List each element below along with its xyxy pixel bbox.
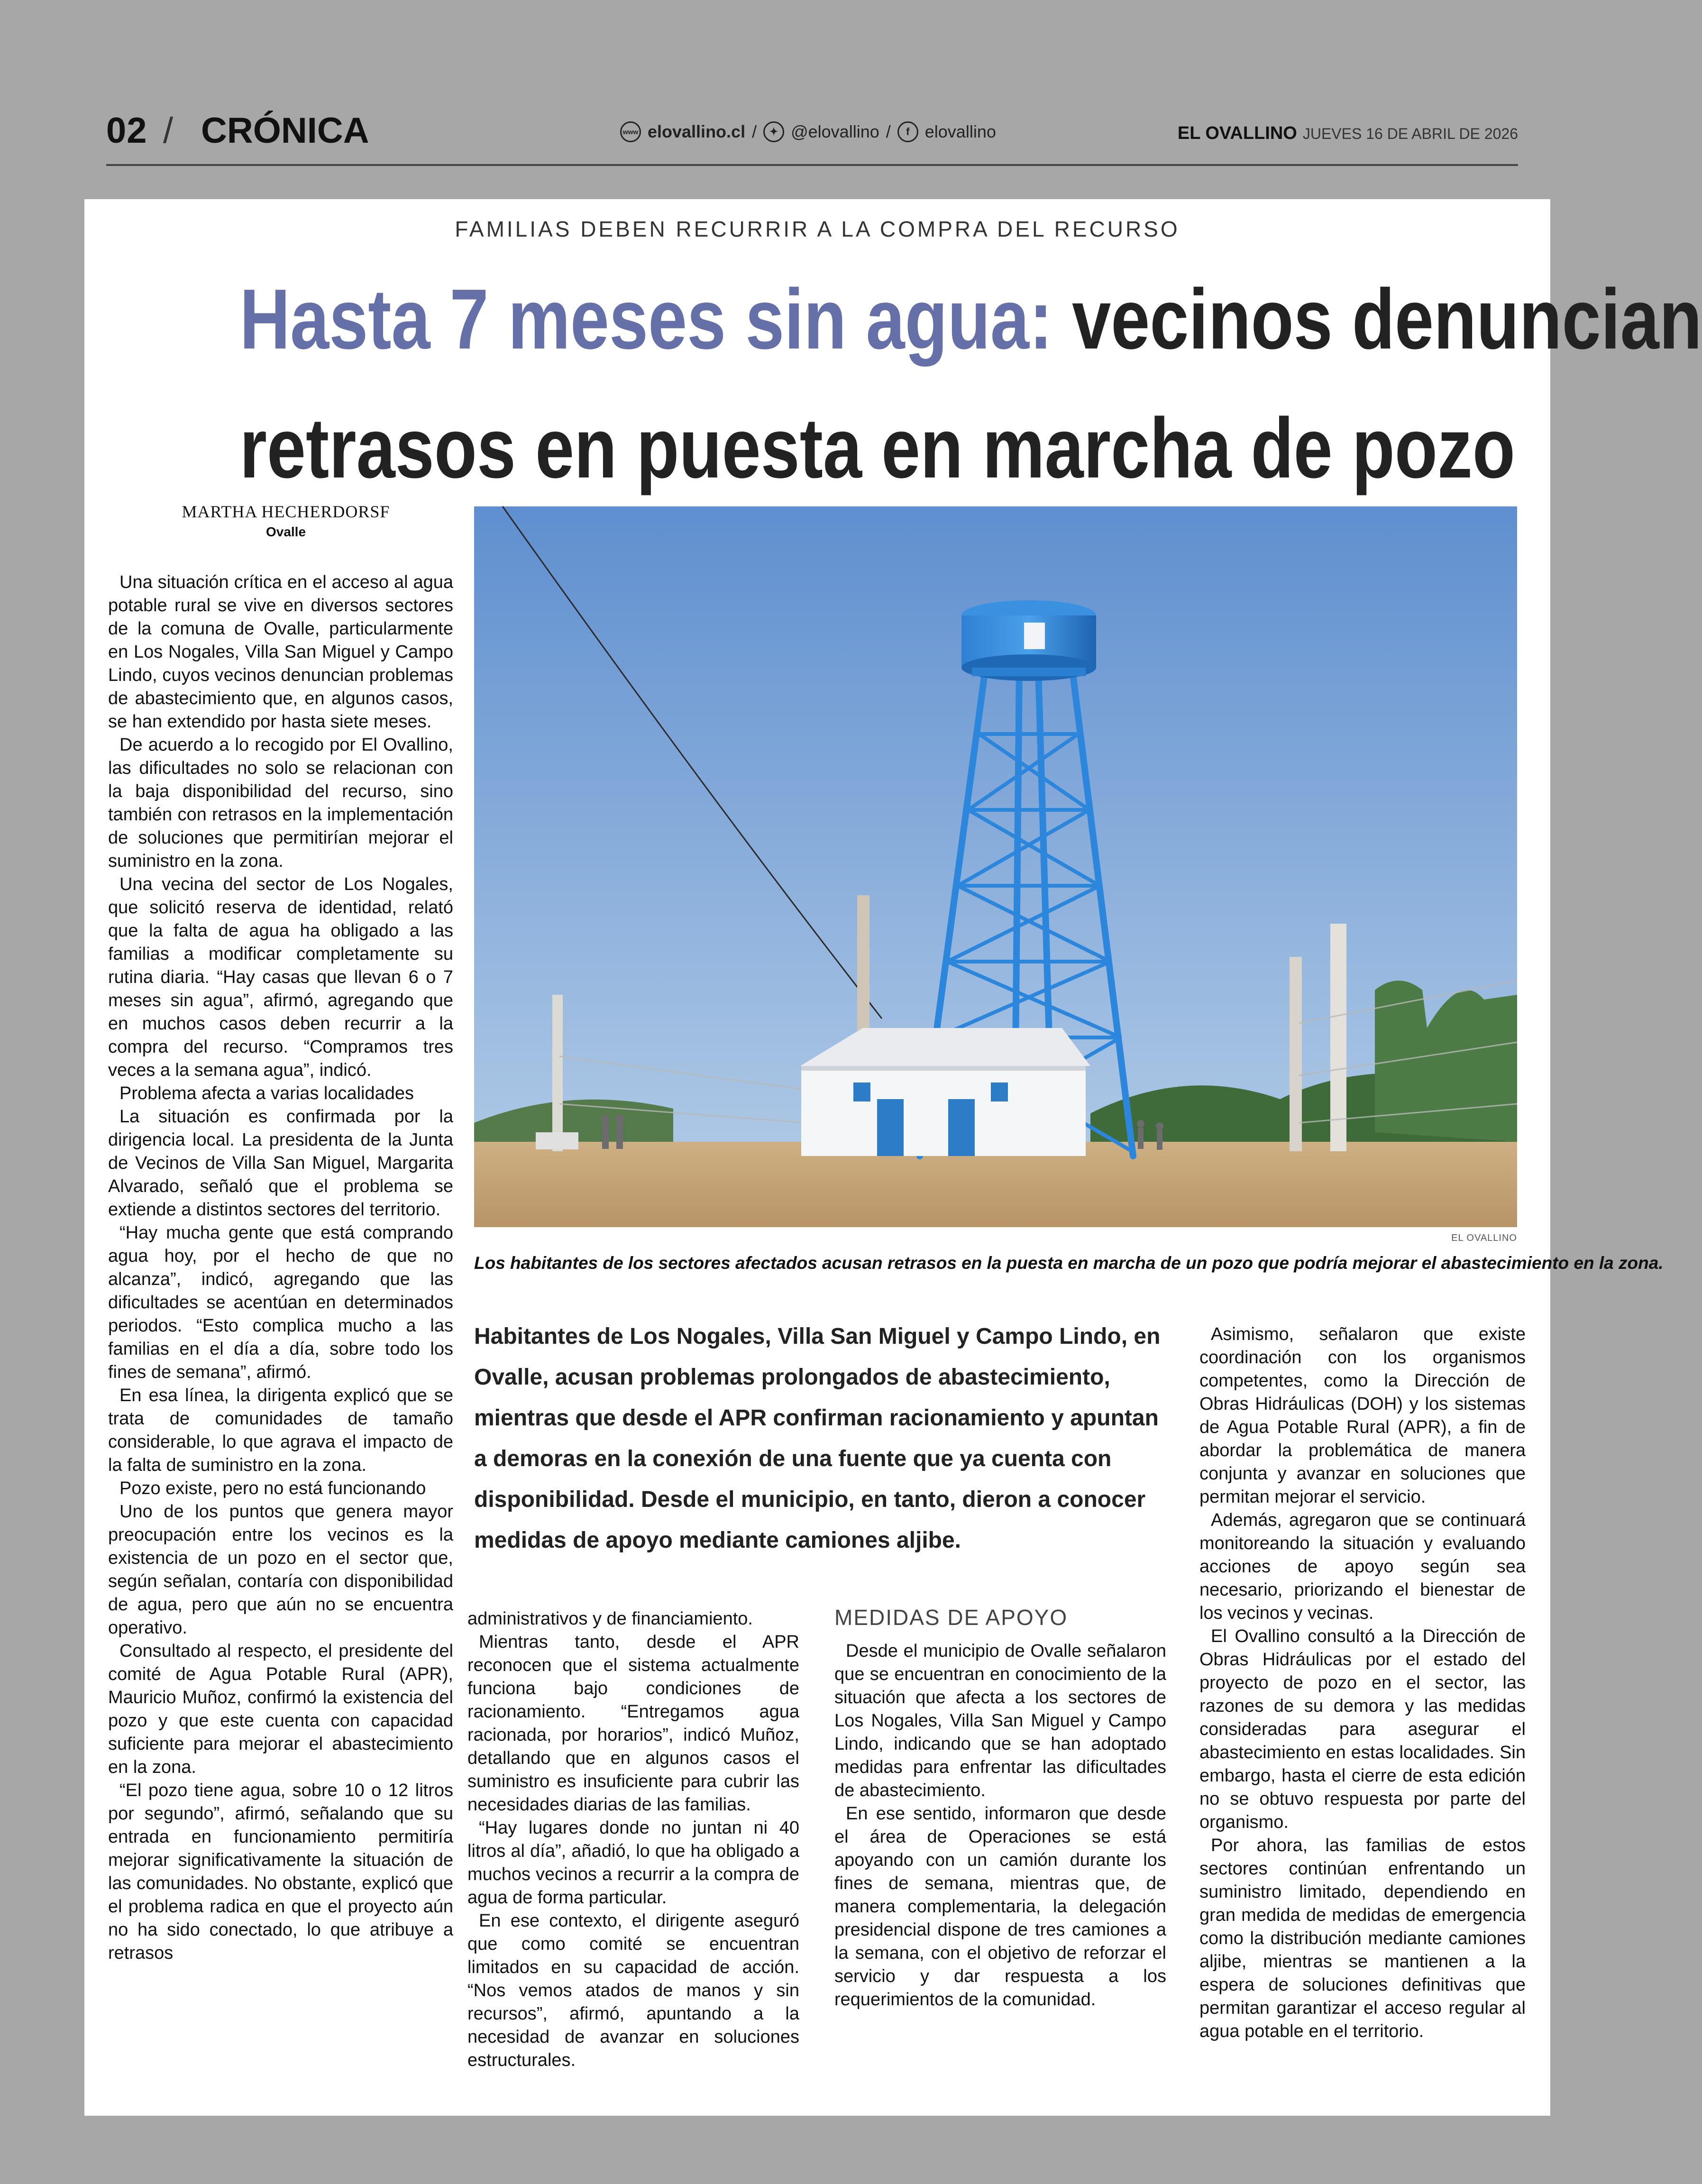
header-masthead xyxy=(1178,123,1518,144)
globe-icon xyxy=(620,121,641,142)
header-social xyxy=(620,121,996,142)
page-number: 02 xyxy=(106,110,147,151)
headline-line-2: retrasos en puesta en marcha de pozo xyxy=(239,401,1515,496)
facebook-icon: f xyxy=(897,121,918,142)
paragraph: administrativos y de financiamiento. xyxy=(467,1609,753,1629)
article-lead: Habitantes de Los Nogales, Villa San Miguel y Campo Lindo, en Ovalle, acusan problemas prolongados de abastecimiento, mientras que desde el APR confirman racionamiento y apuntan a demoras en la conexión de una fuente que ya cuenta con disponibilidad. Desde el municipio, en tanto, dieron a conocer medidas de apoyo mediante camiones aljibe. xyxy=(474,1324,1161,1553)
paragraph: La situación es confirmada por la dirigencia local. La presidenta de la Junta de Vecinos de Villa San Miguel, Margarita Alvarado, señaló que el problema se extiende a distintos sectores del territorio. xyxy=(108,1107,453,1220)
photo-caption: Los habitantes de los sectores afectados acusan retrasos en la puesta en marcha de un pozo que podría mejorar el abastecimiento en la zona. xyxy=(474,1253,1664,1273)
article-sheet xyxy=(84,199,1702,2116)
twitter-icon: ✦ xyxy=(763,121,784,142)
paragraph: Uno de los puntos que genera mayor preocupación entre los vecinos es la existencia de un pozo en el sector que, según señalan, contaría con disponibilidad de agua, pero que aún no se encuentra operativo. xyxy=(108,1502,453,1638)
body-column-3 xyxy=(834,1640,1166,2011)
paragraph: Desde el municipio de Ovalle señalaron que se encuentran en conocimiento de la situación que afecta a los sectores de Los Nogales, Villa San Miguel y Campo Lindo, indicando que se han adoptado medidas para enfrentar las dificultades de abastecimiento. xyxy=(834,1641,1166,1800)
section-title: MEDIDAS DE APOYO xyxy=(834,1605,1068,1630)
byline xyxy=(156,502,416,540)
social-separator: / xyxy=(752,122,757,141)
headline-highlight: Hasta 7 meses sin agua: xyxy=(239,272,1053,367)
headline-line-1 xyxy=(239,255,1702,384)
www-icon-label: www xyxy=(622,128,639,136)
website-link[interactable]: elovallino.cl xyxy=(648,122,746,141)
paper-name: EL OVALLINO xyxy=(1177,123,1297,143)
issue-date: JUEVES 16 DE ABRIL DE 2026 xyxy=(1302,125,1518,142)
paragraph: Consultado al respecto, el presidente del comité de Agua Potable Rural (APR), Mauricio Muñoz, confirmó la existencia del pozo y que este cuenta con capacidad suficiente para mejorar el abastecimiento en la zona. xyxy=(108,1641,453,1777)
page-header xyxy=(106,104,1518,166)
header-separator: / xyxy=(163,110,174,151)
facebook-handle[interactable]: elovallino xyxy=(924,122,996,141)
social-separator: / xyxy=(886,122,891,141)
headline-rest-1: vecinos denuncian xyxy=(1052,272,1702,367)
body-column-1 xyxy=(108,571,453,1965)
author-location: Ovalle xyxy=(265,524,306,539)
article-kicker: FAMILIAS DEBEN RECURRIR A LA COMPRA DEL RECURSO xyxy=(455,217,1180,241)
article-headline xyxy=(113,255,1702,513)
body-column-4 xyxy=(1199,1323,1526,2043)
paragraph: Por ahora, las familias de estos sectores continúan enfrentando un suministro limitado, dependiendo en gran medida de medidas de emergencia como la distribución mediante camiones aljibe, mientras se mantienen a la espera de soluciones definitivas que permitan garantizar el acceso regular al agua potable en el territorio. xyxy=(1199,1835,1526,2041)
paragraph: Mientras tanto, desde el APR reconocen que el sistema actualmente funciona bajo condiciones de racionamiento. “Entregamos agua racionada, por horarios”, indicó Muñoz, detallando que en algunos casos el suministro es insuficiente para cubrir las necesidades diarias de las familias. xyxy=(467,1632,799,1815)
paragraph: Una vecina del sector de Los Nogales, que solicitó reserva de identidad, relató que la falta de agua ha obligado a las familias a modificar completamente su rutina diaria. “Hay casas que llevan 6 o 7 meses sin agua”, afirmó, agregando que en muchos casos deben recurrir a la compra del recurso. “Compramos tres veces a la semana agua”, indicó. xyxy=(108,874,453,1080)
paragraph: En ese contexto, el dirigente aseguró que como comité se encuentran limitados en su capacidad de acción. “Nos vemos atados de manos y sin recursos”, afirmó, apuntando a la necesidad de avanzar en soluciones estructurales. xyxy=(467,1911,799,2070)
paragraph: En ese sentido, informaron que desde el área de Operaciones se está apoyando con un camión durante los fines de semana, mientras que, de manera complementaria, la delegación presidencial dispone de tres camiones a la semana, con el objetivo de reforzar el servicio y dar respuesta a los requerimientos de la comunidad. xyxy=(834,1804,1166,2010)
body-column-2 xyxy=(467,1607,799,2072)
photo-credit: EL OVALLINO xyxy=(1451,1233,1517,1243)
paragraph: Asimismo, señalaron que existe coordinación con los organismos competentes, como la Dirección de Obras Hidráulicas (DOH) y los sistemas de Agua Potable Rural (APR), a fin de abordar la problemática de manera conjunta y avanzar en soluciones que permitan mejorar el servicio. xyxy=(1199,1324,1526,1507)
paragraph: “Hay mucha gente que está comprando agua hoy, por el hecho de que no alcanza”, indicó, agregando que las dificultades se acentúan en determinados periodos. “Esto complica mucho a las familias en el día a día, sobre todo los fines de semana”, afirmó. xyxy=(108,1223,453,1382)
paragraph: El Ovallino consultó a la Dirección de Obras Hidráulicas por el estado del proyecto de pozo en el sector, las razones de su demora y las medidas consideradas para asegurar el abastecimiento en estas localidades. Sin embargo, hasta el cierre de esta edición no se obtuvo respuesta por parte del organismo. xyxy=(1199,1626,1526,1832)
paragraph: De acuerdo a lo recogido por El Ovallino, las dificultades no solo se relacionan con la baja disponibilidad del recurso, sino también con retrasos en la implementación de soluciones que permitirían mejorar el suministro en la zona. xyxy=(108,735,453,871)
article-photo xyxy=(474,506,1517,1227)
twitter-handle[interactable]: @elovallino xyxy=(791,122,879,141)
paragraph: “El pozo tiene agua, sobre 10 o 12 litros por segundo”, afirmó, señalando que su entrada en funcionamiento permitiría mejorar significativamente la situación de las comunidades. No obstante, explicó que el problema radica en que el proyecto aún no ha sido conectado, lo que atribuye a retrasos xyxy=(108,1780,453,1963)
subheading: Pozo existe, pero no está funcionando xyxy=(119,1478,426,1498)
section-name: CRÓNICA xyxy=(201,110,369,151)
subheading: Problema afecta a varias localidades xyxy=(119,1083,414,1103)
author-name: MARTHA HECHERDORSF xyxy=(182,502,390,521)
paragraph: En esa línea, la dirigenta explicó que se trata de comunidades de tamaño considerable, lo que agrava el impacto de la falta de suministro en la zona. xyxy=(108,1386,453,1475)
paragraph: Una situación crítica en el acceso al agua potable rural se vive en diversos sectores de la comuna de Ovalle, particularmente en Los Nogales, Villa San Miguel y Campo Lindo, cuyos vecinos denuncian problemas de abastecimiento que, en algunos casos, se han extendido por hasta siete meses. xyxy=(108,572,453,732)
paragraph: “Hay lugares donde no juntan ni 40 litros al día”, añadió, lo que ha obligado a muchos vecinos a recurrir a la compra de agua de forma particular. xyxy=(467,1818,799,1908)
paragraph: Además, agregaron que se continuará monitoreando la situación y evaluando acciones de apoyo según sea necesario, priorizando el bienestar de los vecinos y vecinas. xyxy=(1199,1510,1526,1623)
water-tower-illustration xyxy=(474,506,1517,1227)
